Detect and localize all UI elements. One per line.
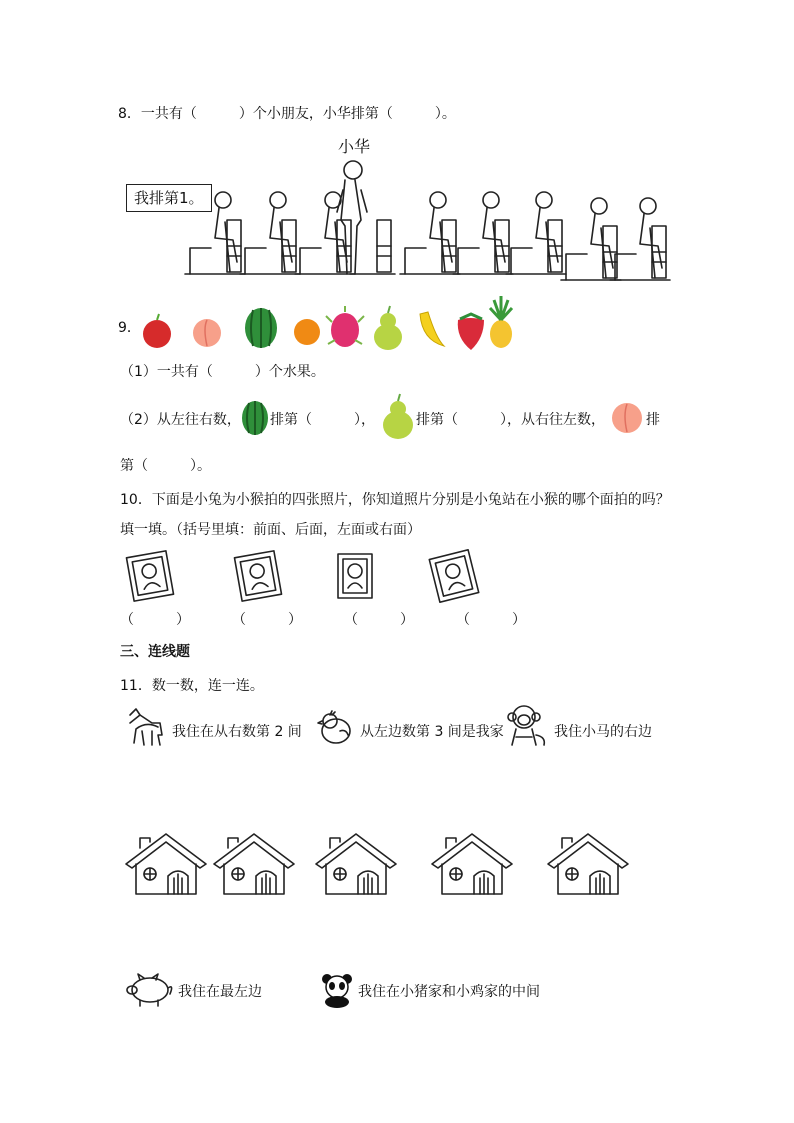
q9-line2-a: （2）从左往右数，: [120, 412, 241, 428]
house-icon: [214, 834, 294, 894]
photo-frame: [338, 554, 372, 598]
pineapple-icon: [490, 296, 512, 348]
q9-line3: 第（ ）。: [120, 458, 211, 474]
photo-frame: [429, 550, 478, 602]
chick-icon: [316, 707, 356, 747]
panda-icon: [320, 972, 354, 1008]
apple-icon: [143, 314, 171, 348]
q9-line2-b: 排第（ ），: [270, 412, 375, 428]
photo-frame: [126, 551, 173, 601]
xiaohua-label: 小华: [338, 137, 371, 156]
pig-text: 我住在最左边: [178, 984, 262, 1000]
banana-icon: [420, 312, 444, 346]
strawberry-icon: [458, 314, 484, 350]
panda-text: 我住在小猪家和小鸡家的中间: [358, 984, 540, 1000]
pear-icon: [380, 393, 416, 441]
chick-text: 从左边数第 3 间是我家: [360, 724, 504, 740]
house-icon: [432, 834, 512, 894]
photo-frame: [234, 551, 281, 601]
monkey-icon: [504, 703, 550, 749]
dragonfruit-icon: [326, 306, 364, 347]
peach-icon: [610, 401, 644, 435]
monkey-text: 我住小马的右边: [554, 724, 652, 740]
q10-blank-2[interactable]: （ ）: [232, 612, 302, 628]
seated-child: [610, 198, 670, 280]
photo-row: [126, 552, 506, 602]
speech-bubble: 我排第1。: [126, 184, 212, 212]
house-icon: [548, 834, 628, 894]
peach-icon: [193, 319, 221, 347]
orange-icon: [294, 319, 320, 345]
seated-child: [400, 192, 460, 274]
standing-child-xiaohua: [337, 161, 367, 274]
seated-child: [561, 198, 621, 280]
q8-text: 8．一共有（ ）个小朋友，小华排第（ ）。: [118, 106, 456, 122]
q9-line2-c: 排第（ ），从右往左数，: [416, 412, 605, 428]
horse-icon: [122, 705, 166, 749]
pear-icon: [374, 306, 402, 350]
seated-child: [185, 192, 245, 274]
q9-line1: （1）一共有（ ）个水果。: [120, 364, 325, 380]
houses-row: [124, 830, 644, 900]
q10-line1: 10．下面是小兔为小猴拍的四张照片，你知道照片分别是小兔站在小猴的哪个面拍的吗？: [120, 492, 670, 508]
q11-title: 11．数一数，连一连。: [120, 678, 264, 694]
children-queue-illustration: [185, 150, 665, 285]
horse-text: 我住在从右数第 2 间: [172, 724, 302, 740]
seated-child: [453, 192, 513, 274]
q9-number: 9．: [118, 320, 141, 336]
watermelon-icon: [240, 398, 272, 438]
watermelon-icon: [245, 308, 277, 348]
house-icon: [316, 834, 396, 894]
section-title: 三、连线题: [120, 644, 190, 660]
q10-line2: 填一填。（括号里填：前面、后面，左面或右面）: [120, 522, 421, 538]
q10-blank-3[interactable]: （ ）: [344, 612, 414, 628]
pig-icon: [124, 972, 174, 1008]
q9-line2-d: 排: [646, 412, 660, 428]
fruit-row: [140, 294, 520, 354]
q10-blank-1[interactable]: （ ）: [120, 612, 190, 628]
seated-child: [506, 192, 566, 274]
house-icon: [126, 834, 206, 894]
seated-child: [240, 192, 300, 274]
q10-blank-4[interactable]: （ ）: [456, 612, 526, 628]
